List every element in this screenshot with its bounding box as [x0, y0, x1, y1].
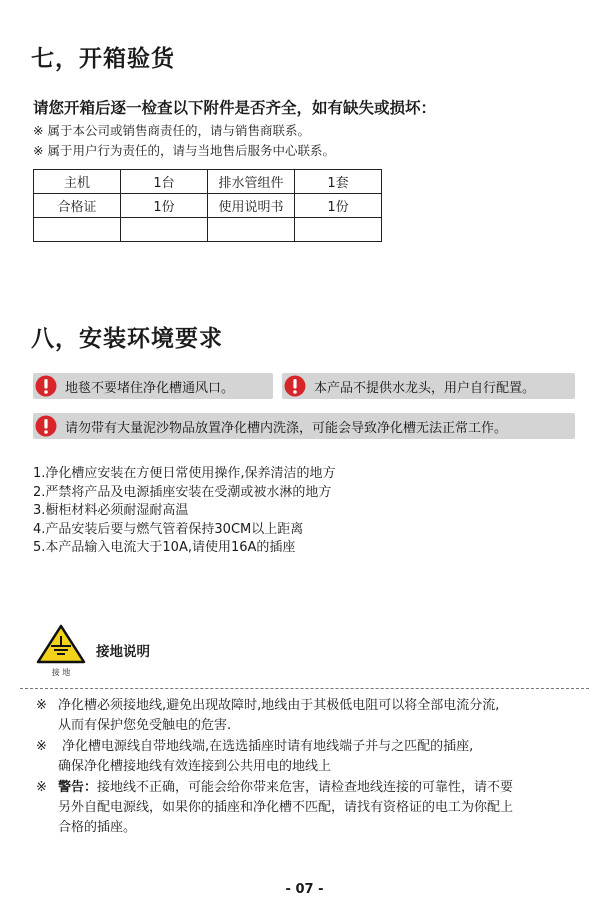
table-cell — [295, 218, 382, 242]
table-cell: 1套 — [295, 170, 382, 194]
table-row — [34, 218, 382, 242]
warning-exclamation-icon — [35, 375, 57, 397]
note-marker: ※ — [36, 780, 47, 795]
warning-text: 请勿带有大量泥沙物品放置净化槽内洗涤，可能会导致净化槽无法正常工作。 — [65, 420, 508, 436]
grounding-note-2 — [36, 737, 596, 777]
section-8-title: 八，安装环境要求 — [31, 326, 223, 352]
table-cell: 排水管组件 — [208, 170, 295, 194]
note-line: 净化槽电源线自带地线端,在选选插座时请有地线端子并与之匹配的插座, — [62, 739, 474, 754]
note-line: 确保净化槽接地线有效连接到公共用电的地线上 — [58, 759, 332, 774]
table-cell: 1份 — [295, 194, 382, 218]
accessory-table — [33, 169, 382, 242]
section-7-subtitle: 请您开箱后逐一检查以下附件是否齐全，如有缺失或损坏： — [33, 99, 437, 117]
list-item: 4.产品安装后要与燃气管着保持30CM以上距离 — [33, 521, 304, 537]
table-row — [34, 194, 382, 218]
note-line: 从而有保护您免受触电的危害. — [58, 718, 232, 733]
divider — [20, 688, 589, 689]
note-marker: ※ — [36, 739, 47, 754]
warning-box-3 — [33, 413, 575, 439]
warning-exclamation-icon — [284, 375, 306, 397]
list-item: 1.净化槽应安装在方便日常使用操作,保养清洁的地方 — [33, 466, 336, 481]
table-cell: 合格证 — [34, 194, 121, 218]
page-number: - 07 - — [285, 882, 324, 897]
ground-icon-caption: 接 地 — [51, 668, 71, 677]
warning-box-1 — [33, 373, 273, 399]
section-7-title: 七，开箱验货 — [31, 46, 175, 72]
table-cell — [34, 218, 121, 242]
note-line: 净化槽必须接地线,避免出现故障时,地线由于其极低电阻可以将全部电流分流, — [58, 698, 500, 713]
warning-box-2 — [282, 373, 575, 399]
note-line: 接地线不正确，可能会给你带来危害，请检查地线连接的可靠性，请不要 — [97, 780, 514, 795]
grounding-note-1 — [36, 696, 596, 736]
table-cell: 1台 — [121, 170, 208, 194]
table-cell: 1份 — [121, 194, 208, 218]
warning-text: 地毯不要堵住净化槽通风口。 — [65, 380, 235, 396]
note-marker: ※ — [36, 698, 47, 713]
list-item: 5.本产品输入电流大于10A,请使用16A的插座 — [33, 540, 296, 555]
ground-warning-icon — [36, 624, 86, 664]
table-cell: 主机 — [34, 170, 121, 194]
note-line: 合格的插座。 — [58, 820, 137, 835]
grounding-badge — [36, 624, 86, 677]
table-row — [34, 170, 382, 194]
table-cell — [121, 218, 208, 242]
grounding-note-3 — [36, 778, 596, 838]
table-cell — [208, 218, 295, 242]
grounding-notes — [36, 696, 596, 838]
grounding-title: 接地说明 — [96, 644, 150, 660]
section-7-note-1: ※ 属于本公司或销售商责任的，请与销售商联系。 — [33, 123, 310, 138]
warning-exclamation-icon — [35, 415, 57, 437]
table-cell: 使用说明书 — [208, 194, 295, 218]
warning-text: 本产品不提供水龙头，用户自行配置。 — [314, 380, 536, 396]
note-line: 另外自配电源线，如果你的插座和净化槽不匹配，请找有资格证的电工为你配上 — [58, 800, 514, 815]
requirements-list — [33, 465, 336, 558]
list-item: 2.严禁将产品及电源插座安装在受潮或被水淋的地方 — [33, 484, 332, 500]
section-7-note-2: ※ 属于用户行为责任的，请与当地售后服务中心联系。 — [33, 143, 335, 158]
warning-label: 警告： — [58, 780, 98, 795]
list-item: 3.橱柜材料必须耐湿耐高温 — [33, 503, 189, 518]
